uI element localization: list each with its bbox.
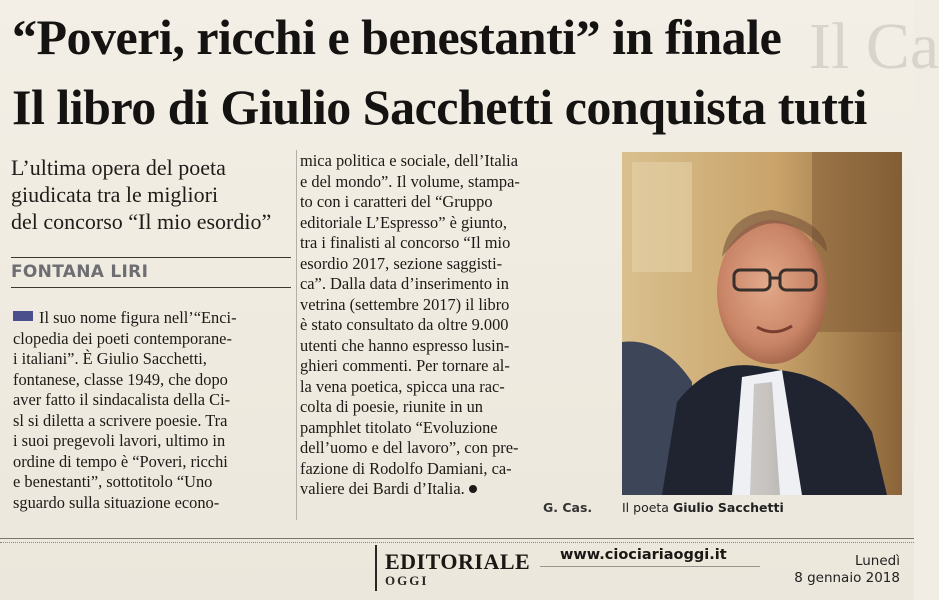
column-2-line: pamphlet titolato “Evoluzione: [300, 417, 498, 437]
article-column-1: [13, 308, 289, 513]
lead-bullet-icon: [13, 311, 33, 321]
column-2-line: tra i finalisti al concorso “Il mio: [300, 233, 511, 252]
masthead-title: EDITORIALE: [385, 549, 531, 574]
issue-date: [794, 553, 900, 587]
portrait-photo: [622, 152, 902, 495]
column-2-line: e del mondo”. Il volume, stampa-: [300, 171, 520, 191]
headline-line-2: Il libro di Giulio Sacchetti conquista tutti: [12, 79, 867, 135]
column-1-line: sl si diletta a scrivere poesie. Tra: [13, 410, 228, 430]
column-2-line: la vena poetica, spicca una rac-: [300, 376, 505, 396]
column-2-line: colta di poesie, riunite in un: [300, 397, 483, 416]
column-1-line: aver fatto il sindacalista della Ci-: [13, 390, 231, 409]
column-2-line: mica politica e sociale, dell’Italia: [300, 151, 518, 170]
column-2-line: to con i caratteri del “Gruppo: [300, 192, 493, 211]
column-1-line: clopedia dei poeti contemporane-: [13, 328, 232, 348]
column-2-line: dell’uomo e del lavoro”, con pre-: [300, 438, 519, 457]
column-1-line: i italiani”. È Giulio Sacchetti,: [13, 349, 207, 368]
column-2-line: esordio 2017, sezione saggisti-: [300, 253, 503, 273]
column-2-line: editoriale L’Espresso” è giunto,: [300, 212, 507, 232]
column-1-line: ordine di tempo è “Poveri, ricchi: [13, 451, 228, 471]
portrait-illustration: [622, 152, 902, 495]
footer-dotted-rule: [0, 542, 914, 543]
column-2-line: utenti che hanno espresso lusin-: [300, 335, 510, 355]
adjacent-article-bleed: Il Ca: [809, 10, 939, 83]
place-label: FONTANA LIRI: [11, 262, 149, 282]
column-2-line: è stato consultato da oltre 9.000: [300, 315, 509, 334]
column-2-line: fazione di Rodolfo Damiani, ca-: [300, 458, 512, 478]
masthead-subtitle: OGGI: [385, 573, 429, 588]
issue-date-text: 8 gennaio 2018: [794, 570, 900, 586]
column-2-line: vetrina (settembre 2017) il libro: [300, 294, 510, 314]
photo-caption: [622, 500, 784, 515]
rule-above-place: [11, 257, 291, 258]
issue-weekday: Lunedì: [854, 553, 900, 569]
website-url: www.ciociariaoggi.it: [560, 547, 727, 563]
column-2-line: ca”. Dalla data d’inserimento in: [300, 274, 509, 293]
article-column-2: [300, 151, 602, 500]
subheadline-line: del concorso “Il mio esordio”: [11, 209, 272, 234]
column-2-line: valiere dei Bardi d’Italia.: [300, 479, 465, 498]
subheadline-line: giudicata tra le migliori: [11, 182, 219, 207]
caption-name: Giulio Sacchetti: [672, 500, 784, 515]
caption-prefix: Il poeta: [622, 500, 669, 515]
end-mark-icon: [469, 485, 477, 493]
column-2-line: ghieri commenti. Per tornare al-: [300, 356, 510, 375]
url-underline: [540, 566, 760, 567]
headline-line-1: “Poveri, ricchi e benestanti” in finale: [12, 9, 782, 65]
masthead-logo: [375, 545, 537, 591]
column-1-line: sguardo sulla situazione econo-: [13, 492, 220, 512]
byline: G. Cas.: [543, 500, 593, 515]
column-divider: [296, 150, 297, 520]
column-1-line: fontanese, classe 1949, che dopo: [13, 369, 228, 389]
column-1-line: i suoi pregevoli lavori, ultimo in: [13, 431, 226, 450]
rule-below-place: [11, 287, 291, 288]
subheadline-line: L’ultima opera del poeta: [11, 155, 226, 180]
column-1-line: Il suo nome figura nell’“Enci-: [39, 308, 237, 327]
column-1-line: e benestanti”, sottotitolo “Uno: [13, 472, 213, 491]
footer-rule: [0, 538, 914, 539]
subheadline: [11, 154, 296, 235]
